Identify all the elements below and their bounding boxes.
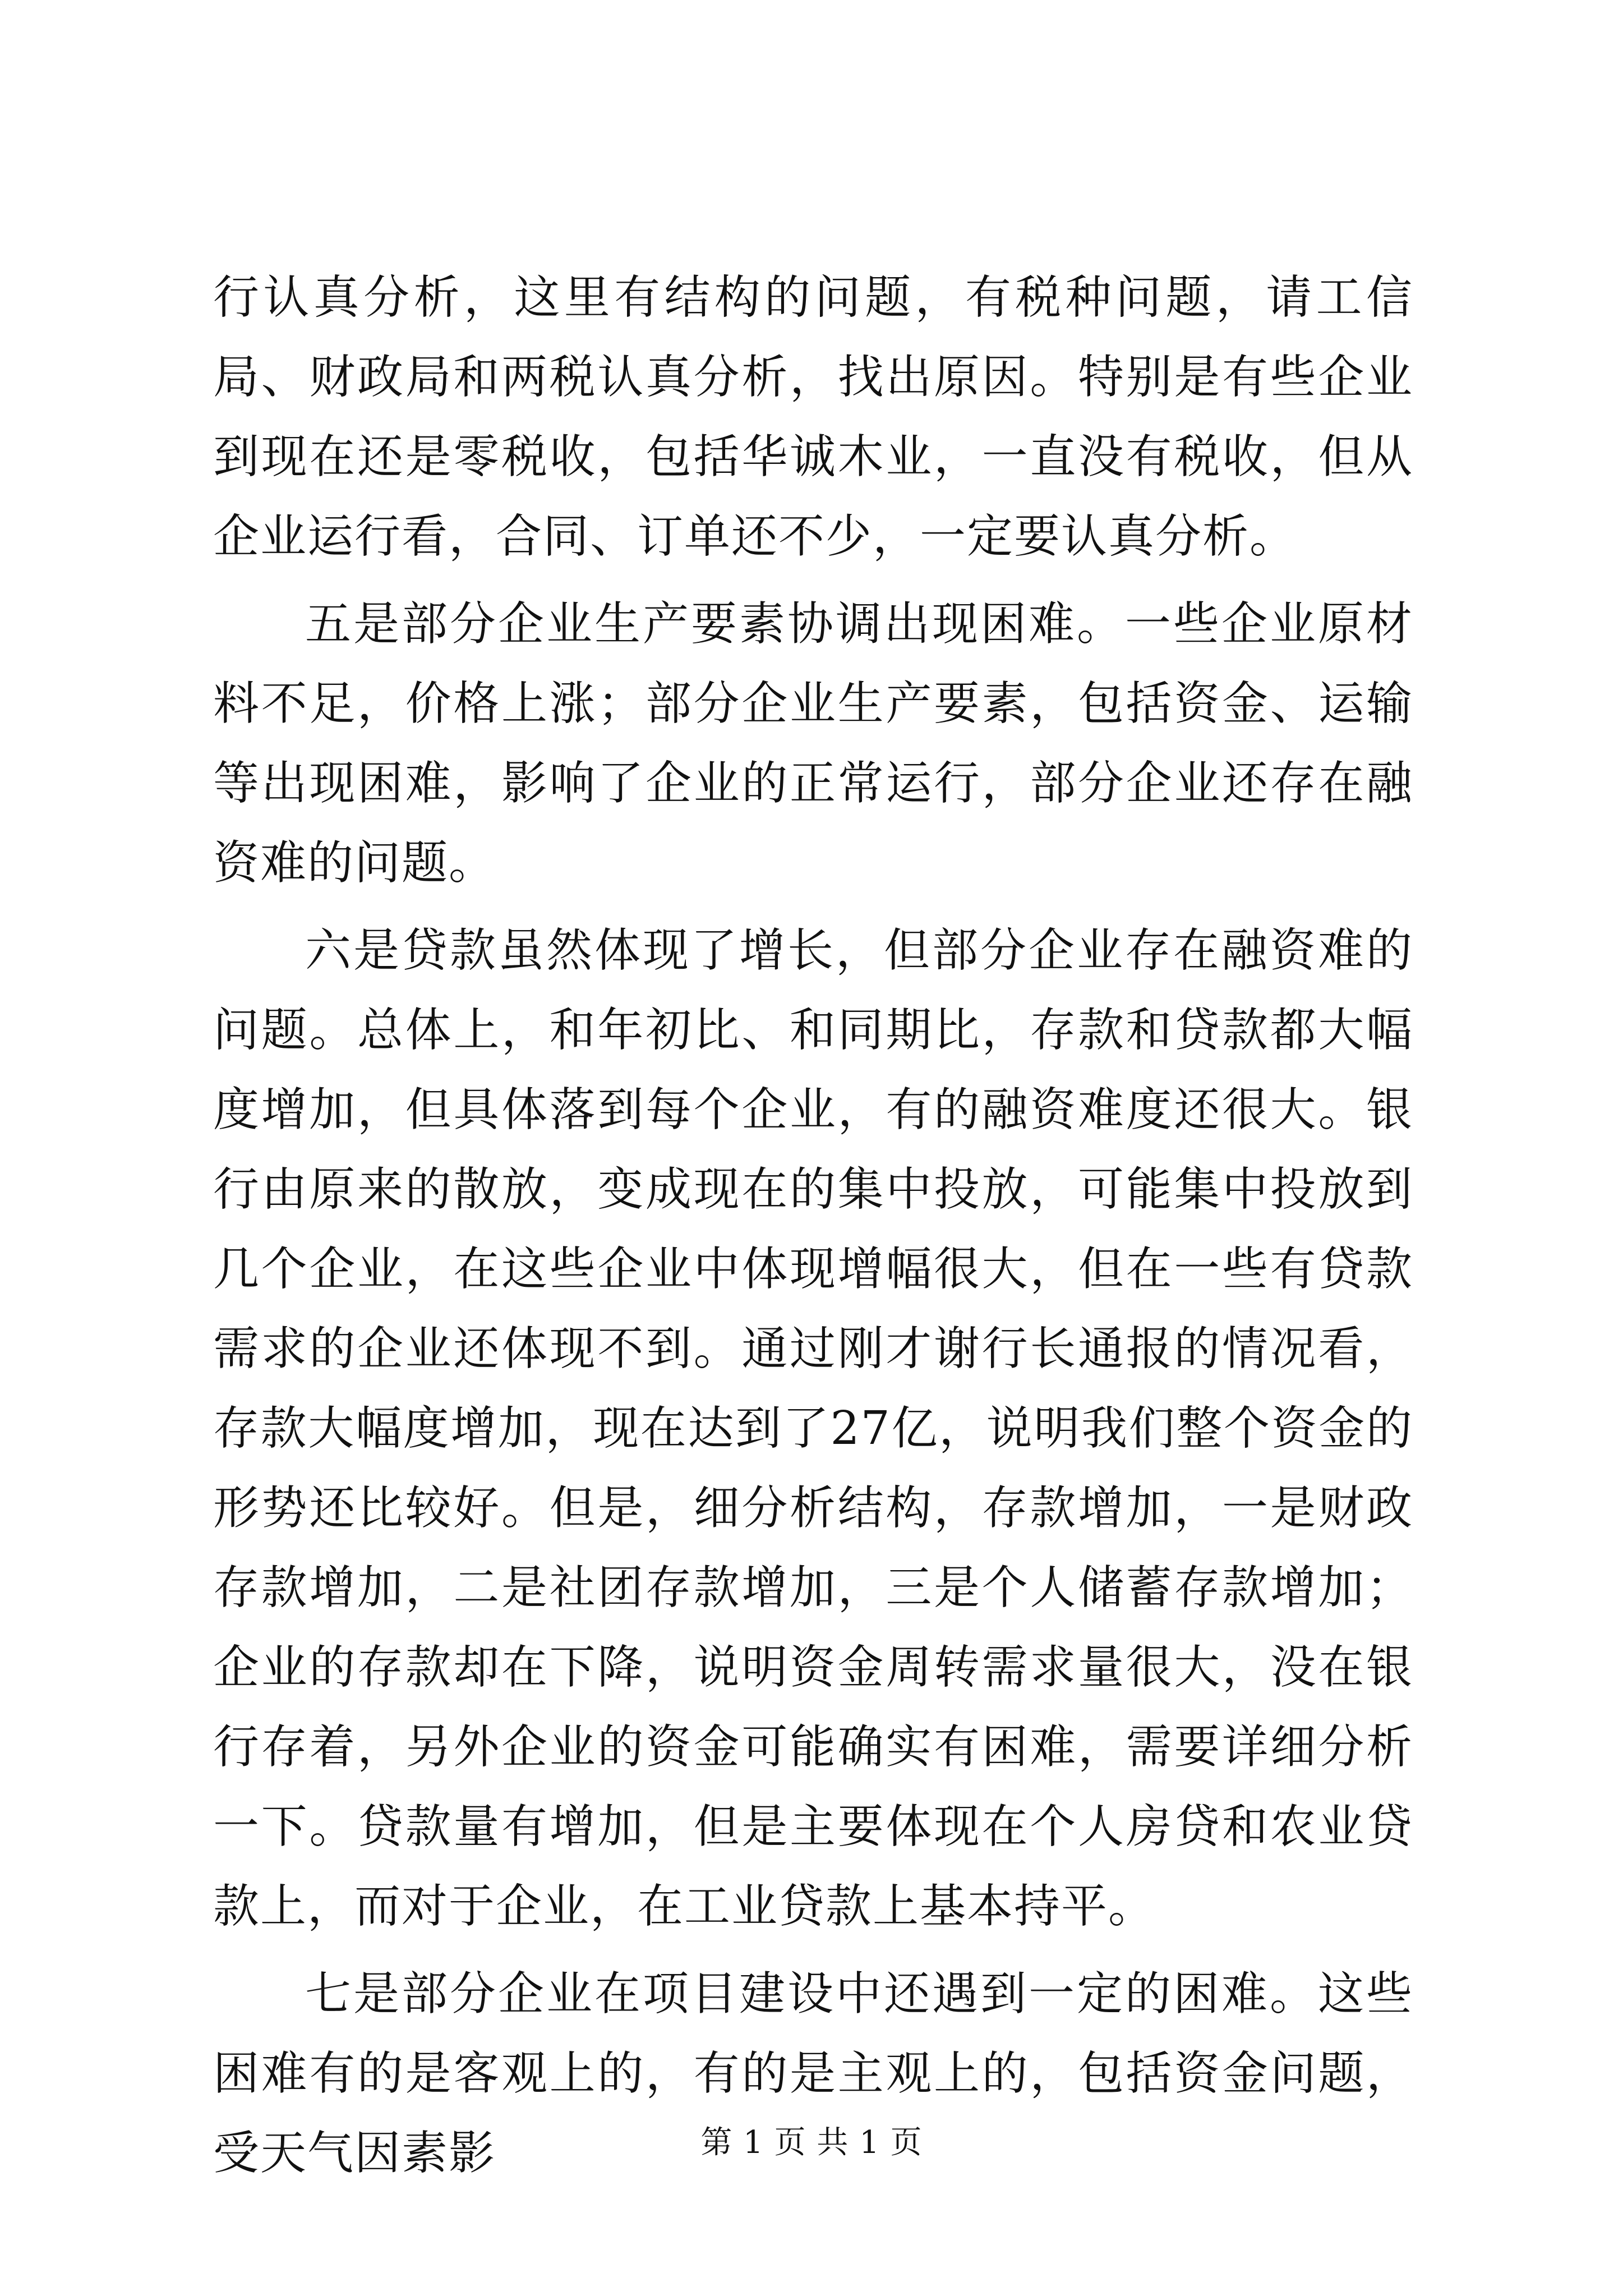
paragraph-2: 五是部分企业生产要素协调出现困难。一些企业原材料不足，价格上涨；部分企业生产要素，包括资金、运输等出现困难，影响了企业的正常运行，部分企业还存在融资难的问题。 <box>213 597 1413 890</box>
document-body <box>213 258 1413 2201</box>
paragraph-1: 行认真分析，这里有结构的问题，有税种问题，请工信局、财政局和两税认真分析，找出原因。特别是有些企业到现在还是零税收，包括华诚木业，一直没有税收，但从企业运行看，合同、订单还不少，一定要认真分析。 <box>213 271 1413 563</box>
page-footer: 第 1 页 共 1 页 <box>700 2124 923 2161</box>
paragraph-3: 六是贷款虽然体现了增长，但部分企业存在融资难的问题。总体上，和年初比、和同期比，存款和贷款都大幅度增加，但具体落到每个企业，有的融资难度还很大。银行由原来的散放，变成现在的集中投放，可能集中投放到几个企业，在这些企业中体现增幅很大，但在一些有贷款需求的企业还体现不到。通过刚才谢行长通报的情况看，存款大幅度增加，现在达到了27亿，说明我们整个资金的形势还比较好。但是，细分析结构，存款增加，一是财政存款增加，二是社团存款增加，三是个人储蓄存款增加；企业的存款却在下降，说明资金周转需求量很大，没在银行存着，另外企业的资金可能确实有困难，需要详细分析一下。贷款量有增加，但是主要体现在个人房贷和农业贷款上，而对于企业，在工业贷款上基本持平。 <box>213 924 1413 1933</box>
paragraph-4: 七是部分企业在项目建设中还遇到一定的困难。这些困难有的是客观上的，有的是主观上的，包括资金问题，受天气因素影 <box>213 1967 1413 2180</box>
